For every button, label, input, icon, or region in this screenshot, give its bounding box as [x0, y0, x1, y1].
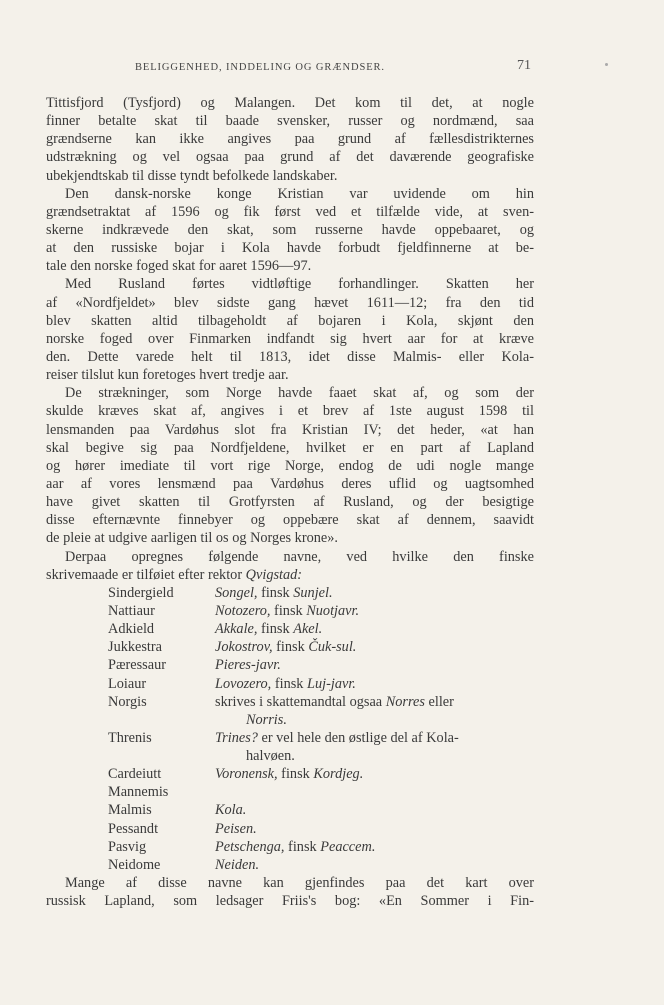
name-description: Kola.: [215, 802, 247, 819]
norse-name: Pæressaur: [108, 657, 166, 674]
norse-name: Sindergield: [108, 584, 174, 601]
name-description-continued: Norris.: [246, 711, 287, 728]
name-entry: [46, 584, 534, 602]
text-line: finner betalte skat til baade svensker, russer og nordmænd, saa: [46, 113, 534, 130]
text-line: Mange af disse navne kan gjenfindes paa det kart over: [65, 875, 534, 892]
paragraph-1: [46, 94, 534, 185]
norse-name: Cardeiutt: [108, 766, 162, 783]
paragraph-4: [46, 384, 534, 547]
name-entry: [46, 783, 534, 801]
name-entry: [46, 638, 534, 656]
name-description: Notozero, finsk Nuotjavr.: [215, 602, 360, 619]
name-description: Akkale, finsk Akel.: [215, 621, 323, 638]
name-description: Songel, finsk Sunjel.: [215, 584, 333, 601]
text-line: disse efternævnte finnebyer og oppebære skat af dennem, saavidt: [46, 512, 534, 529]
norse-name: Pessandt: [108, 820, 159, 837]
text-line: [46, 566, 534, 584]
text-line: De strækninger, som Norge havde faaet skat af, og som der: [65, 385, 534, 402]
text-line: skulde kræves skat af, angives i et brev af 1ste august 1598 til: [46, 403, 534, 420]
text-line: skerne indkrævede den skat, som russerne havde oppebaaret, og: [46, 221, 534, 238]
name-entry: [46, 820, 534, 838]
name-entry: [46, 675, 534, 693]
text-line: af «Nordfjeldet» blev sidste gang hævet 1611—12; fra den tid: [46, 294, 534, 311]
paragraph-6: [46, 874, 534, 910]
norse-name: Loiaur: [108, 675, 147, 692]
paragraph-5: [46, 548, 534, 584]
name-entry: [46, 729, 534, 747]
text-line: ubekjendtskab til disse tyndt befolkede landskaber.: [46, 167, 338, 184]
paragraph-2: [46, 185, 534, 276]
text-line: Den dansk-norske konge Kristian var uvidende om hin: [65, 185, 534, 202]
name-entry: [46, 856, 534, 874]
name-entry: [46, 602, 534, 620]
name-list: [46, 584, 534, 874]
norse-name: Jukkestra: [108, 639, 162, 656]
norse-name: Adkield: [108, 621, 155, 638]
norse-name: Malmis: [108, 802, 152, 819]
name-description-continued: halvøen.: [246, 748, 295, 765]
text-line: Derpaa opregnes følgende navne, ved hvilke den finske: [65, 548, 534, 565]
name-description: Petschenga, finsk Peaccem.: [215, 838, 376, 855]
name-entry: [46, 838, 534, 856]
text-line: Tittisfjord (Tysfjord) og Malangen. Det kom til det, at nogle: [46, 95, 534, 111]
text-fragment: skrivemaade er tilføiet efter rektor: [46, 566, 243, 583]
name-description: Voronensk, finsk Kordjeg.: [215, 766, 364, 783]
text-line: russisk Lapland, som ledsager Friis's bog: «En Sommer i Fin-: [46, 893, 534, 910]
text-line: tale den norske foged skat for aaret 1596—97.: [46, 258, 312, 275]
running-head: BELIGGENHED, INDDELING OG GRÆNDSER.: [135, 62, 385, 73]
text-line: de pleie at udgive aarligen til os og Norges krone».: [46, 530, 338, 547]
text-line: blev skatten altid tilbageholdt af bojaren i Kola, skjønt den: [46, 312, 534, 329]
text-line: grændserne kan ikke angives paa grund af fællesdistrikternes: [46, 131, 534, 148]
text-line: have givet skatten til Grotfyrsten af Rusland, og der besigtige: [46, 494, 534, 511]
name-entry: [46, 765, 534, 783]
text-line: udstrækning og vel ogsaa paa grund af det daværende geografiske: [46, 149, 534, 166]
text-line: den. Dette varede helt til 1813, idet disse Malmis- eller Kola-: [46, 348, 534, 365]
text-line: grændsetraktat af 1596 og fik først ved et tilfælde vide, at sven-: [46, 203, 534, 220]
name-entry: [46, 620, 534, 638]
text-line: og hører imediate til vort rige Norge, endog de udi nogle mange: [46, 457, 534, 474]
name-description: Lovozero, finsk Luj-javr.: [215, 675, 356, 692]
speck-mark: [605, 63, 608, 66]
name-entry: [46, 801, 534, 819]
name-description: skrives i skattemandtal ogsaa Norres eller: [215, 693, 454, 710]
norse-name: Threnis: [108, 729, 152, 746]
norse-name: Norgis: [108, 693, 147, 710]
name-description: [215, 783, 534, 801]
paragraph-3: [46, 275, 534, 384]
name-description: Pieres-javr.: [215, 657, 281, 674]
norse-name: Mannemis: [108, 784, 169, 801]
text-line: lensmanden paa Vardøhus slot fra Kristian IV; det heder, «at han: [46, 421, 534, 438]
name-description: Neiden.: [215, 856, 260, 873]
text-line: reiser tilslut kun foretoges hvert tredje aar.: [46, 367, 289, 384]
body-text: [46, 94, 534, 910]
text-line: aar af vores lensmænd paa Vardøhus deres uflid og uagtsomhed: [46, 475, 534, 492]
name-description: Trines? er vel hele den østlige del af Kola-: [215, 729, 459, 746]
text-line: skal begive sig paa Nordfjeldene, hvilket er en part af Lapland: [46, 439, 534, 456]
norse-name: Neidome: [108, 856, 161, 873]
text-line: at den russiske bojar i Kola havde forbudt fjeldfinnerne at be-: [46, 240, 534, 257]
norse-name: Pasvig: [108, 838, 147, 855]
name-entry: [46, 656, 534, 674]
name-description: Jokostrov, finsk Čuk-sul.: [215, 639, 357, 656]
text-line: Med Rusland førtes vidtløftige forhandlinger. Skatten her: [65, 276, 534, 293]
rektor-name: Qvigstad:: [245, 566, 303, 583]
page-number: 71: [517, 58, 531, 73]
name-entry: [46, 693, 534, 711]
norse-name: Nattiaur: [108, 602, 155, 619]
text-line: norske foged over Finmarken indfandt sig hvert aar for at kræve: [46, 330, 534, 347]
name-description: Peisen.: [215, 820, 257, 837]
